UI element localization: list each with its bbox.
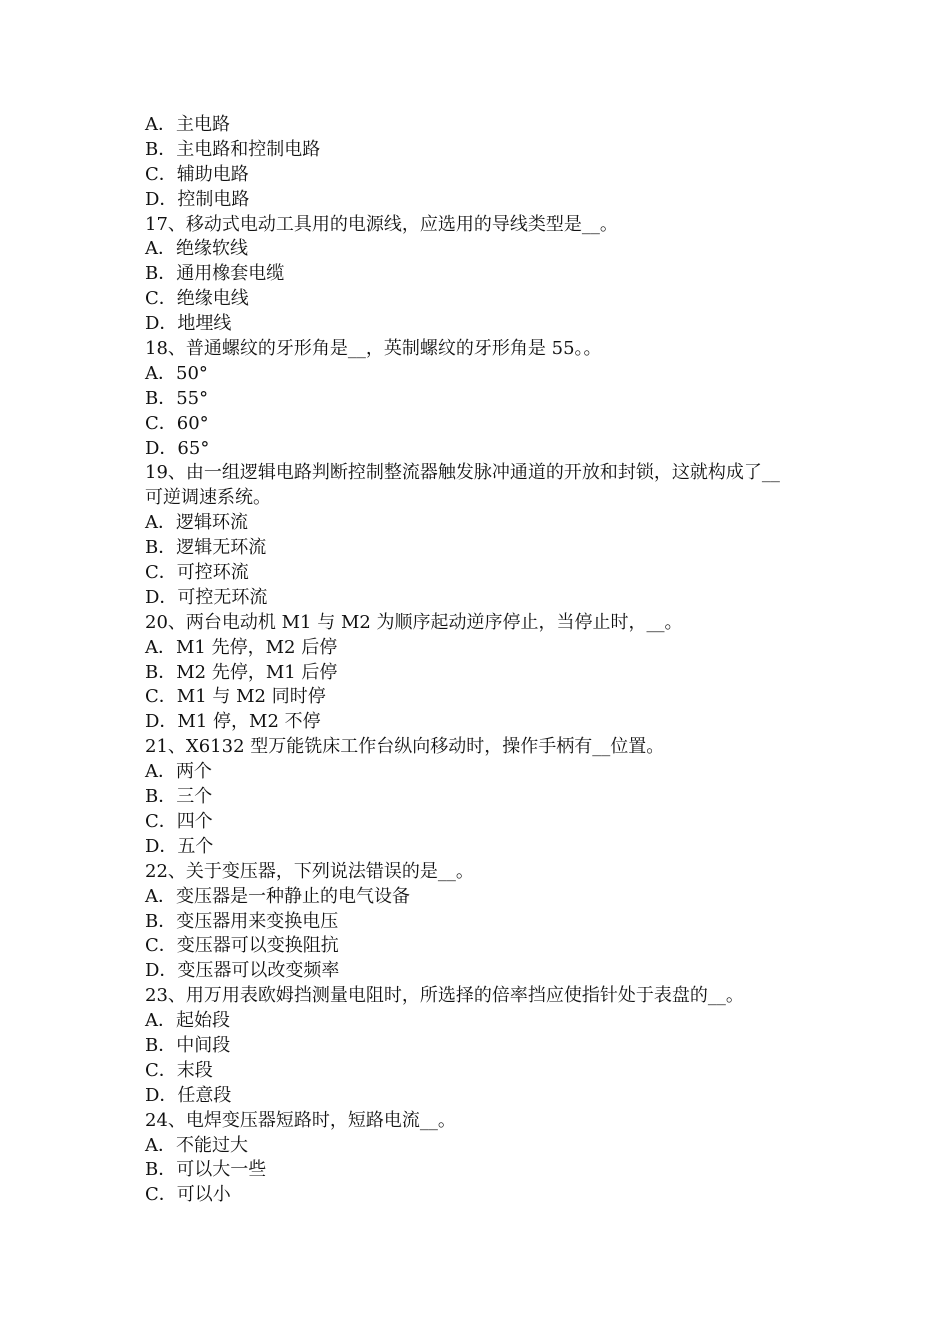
option-line: C．变压器可以变换阻抗 <box>145 935 339 957</box>
option-line: D．任意段 <box>145 1084 232 1106</box>
question-line: 19、由一组逻辑电路判断控制整流器触发脉冲通道的开放和封锁，这就构成了__ <box>145 462 780 484</box>
question-line: 21、X6132 型万能铣床工作台纵向移动时，操作手柄有__位置。 <box>145 736 665 758</box>
option-line: D．地埋线 <box>145 313 232 335</box>
option-line: B．可以大一些 <box>145 1159 267 1181</box>
option-line: B．三个 <box>145 786 213 808</box>
option-line: B．变压器用来变换电压 <box>145 910 339 932</box>
option-line: B．通用橡套电缆 <box>145 263 285 285</box>
option-line: C．辅助电路 <box>145 163 249 185</box>
document-body <box>145 113 815 1208</box>
option-line: B．55° <box>145 387 209 409</box>
question-line: 22、关于变压器，下列说法错误的是__。 <box>145 860 474 882</box>
option-line: C．可控环流 <box>145 562 249 584</box>
option-line: A．逻辑环流 <box>145 512 248 534</box>
option-line: D．变压器可以改变频率 <box>145 960 340 982</box>
question-line: 18、普通螺纹的牙形角是__，英制螺纹的牙形角是 55。。 <box>145 338 602 360</box>
question-line: 24、电焊变压器短路时，短路电流__。 <box>145 1109 456 1131</box>
option-line: A．两个 <box>145 761 212 783</box>
question-line: 17、移动式电动工具用的电源线，应选用的导线类型是__。 <box>145 213 618 235</box>
option-line: B．中间段 <box>145 1034 231 1056</box>
question-line-continued: 可逆调速系统。 <box>145 487 271 509</box>
option-line: A．不能过大 <box>145 1134 248 1156</box>
option-line: A．主电路 <box>145 114 230 135</box>
option-line: D．65° <box>145 437 210 459</box>
option-line: A．变压器是一种静止的电气设备 <box>145 885 410 907</box>
option-line: D．可控无环流 <box>145 586 268 608</box>
option-line: D．M1 停，M2 不停 <box>145 711 321 733</box>
option-line: B．M2 先停，M1 后停 <box>145 661 338 683</box>
option-line: A．绝缘软线 <box>145 238 248 260</box>
option-line: C．M1 与 M2 同时停 <box>145 686 326 708</box>
option-line: C．四个 <box>145 810 213 832</box>
option-line: A．起始段 <box>145 1010 230 1032</box>
option-line: D．控制电路 <box>145 188 250 210</box>
option-line: B．主电路和控制电路 <box>145 138 321 160</box>
option-line: A．50° <box>145 362 208 384</box>
option-line: C．60° <box>145 412 209 434</box>
option-line: A．M1 先停，M2 后停 <box>145 636 338 658</box>
question-line: 20、两台电动机 M1 与 M2 为顺序起动逆序停止，当停止时，__。 <box>145 611 683 633</box>
question-line: 23、用万用表欧姆挡测量电阻时，所选择的倍率挡应使指针处于表盘的__。 <box>145 985 744 1007</box>
option-line: D．五个 <box>145 835 214 857</box>
option-line: B．逻辑无环流 <box>145 537 267 559</box>
option-line: C．绝缘电线 <box>145 288 249 310</box>
option-line: C．可以小 <box>145 1184 231 1206</box>
option-line: C．末段 <box>145 1059 213 1081</box>
